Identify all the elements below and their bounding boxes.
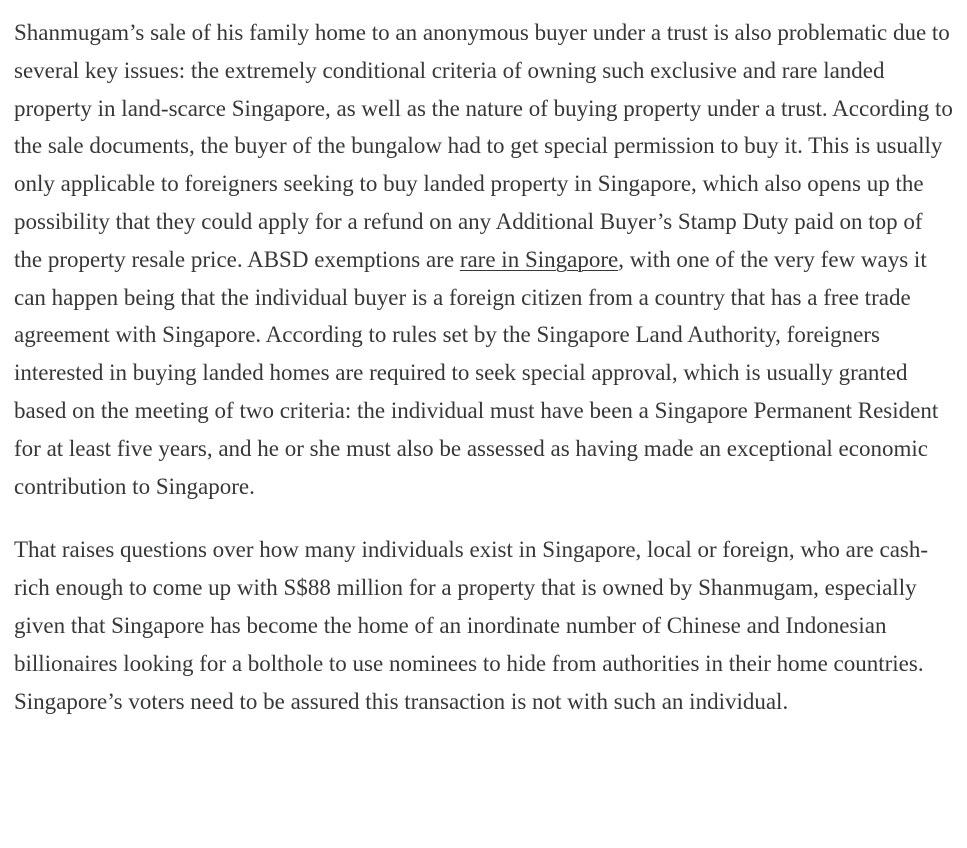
paragraph-absd-exemptions	[14, 14, 954, 505]
paragraph-text-after-link: , with one of the very few ways it can happen being that the individual buyer is a foreign citizen from a country that has a free trade agreement with Singapore. According to rules set by the Singapore Land Authority, foreigners interested in buying landed homes are required to seek special approval, which is usually granted based on the meeting of two criteria: the individual must have been a Singapore Permanent Resident for at least five years, and he or she must also be assessed as having made an exceptional economic contribution to Singapore.	[14, 246, 939, 499]
paragraph-cash-rich-buyers: That raises questions over how many individuals exist in Singapore, local or foreign, who are cash-rich enough to come up with S$88 million for a property that is owned by Shanmugam, especially given that Singapore has become the home of an inordinate number of Chinese and Indonesian billionaires looking for a bolthole to use nominees to hide from authorities in their home countries. Singapore’s voters need to be assured this transaction is not with such an individual.	[14, 537, 929, 714]
rare-in-singapore-link[interactable]: rare in Singapore	[459, 246, 619, 272]
paragraph-text-before-link: Shanmugam’s sale of his family home to an anonymous buyer under a trust is also problematic due to several key issues: the extremely conditional criteria of owning such exclusive and rare landed property in land-scarce Singapore, as well as the nature of buying property under a trust. According to the sale documents, the buyer of the bungalow had to get special permission to buy it. This is usually only applicable to foreigners seeking to buy landed property in Singapore, which also opens up the possibility that they could apply for a refund on any Additional Buyer’s Stamp Duty paid on top of the property resale price. ABSD exemptions are	[14, 20, 953, 272]
